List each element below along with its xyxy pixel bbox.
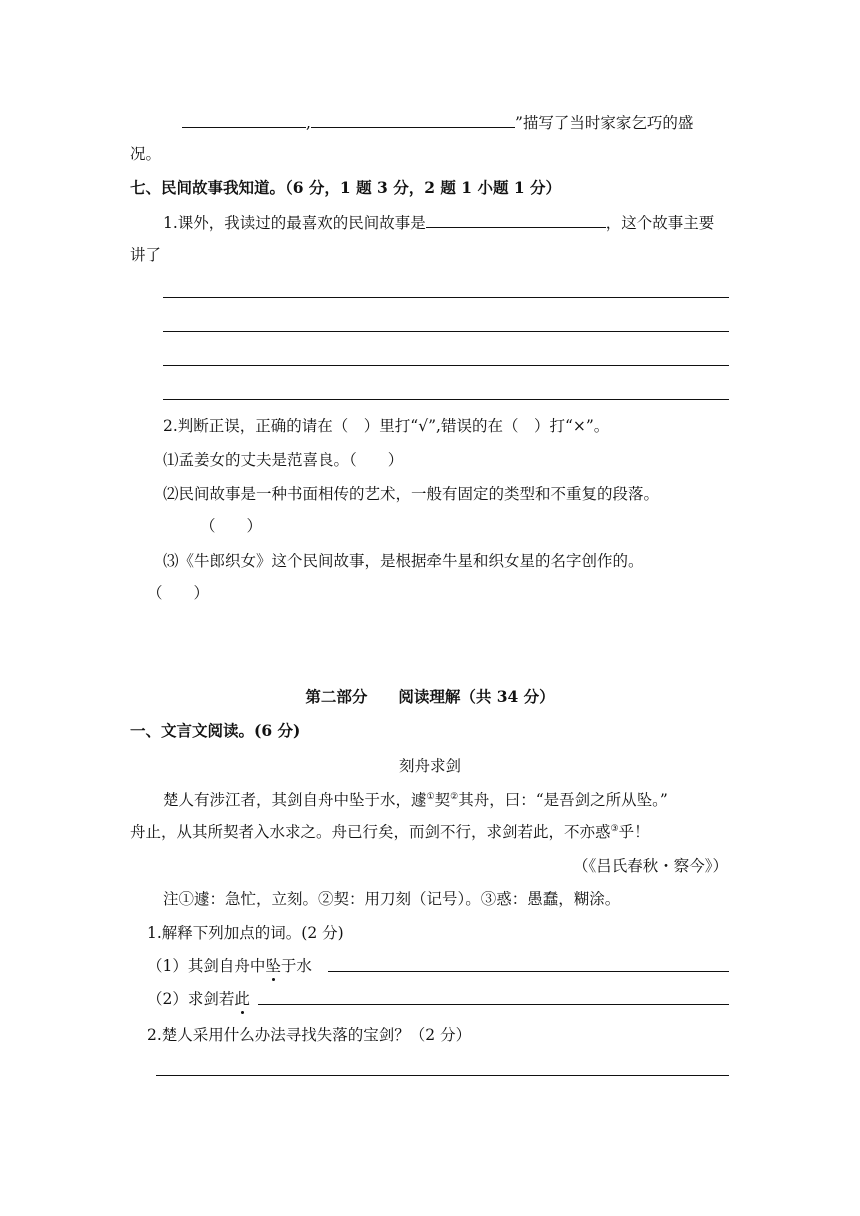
question-text: 于水	[280, 957, 312, 975]
question-1-2	[147, 989, 250, 1009]
judge-item-3: ⑶《牛郎织女》这个民间故事，是根据牵牛星和织女星的名字创作的。	[163, 552, 644, 570]
passage-line-2	[130, 822, 650, 842]
section-heading: 七、民间故事我知道。（6 分，1 题 3 分，2 题 1 小题 1 分）	[130, 178, 562, 197]
answer-blank[interactable]	[426, 212, 606, 228]
judge-item-2: ⑵民间故事是一种书面相传的艺术，一般有固定的类型和不重复的段落。	[163, 485, 660, 503]
question-text: （1）其剑自舟中	[147, 957, 266, 975]
comma: ,	[306, 114, 311, 132]
answer-blank[interactable]	[311, 112, 515, 128]
passage-text: 乎！	[618, 823, 650, 841]
section-heading: 一、文言文阅读。(6 分)	[130, 721, 301, 740]
answer-line[interactable]	[163, 365, 729, 366]
answer-line[interactable]	[163, 399, 729, 400]
question-1-line	[163, 212, 714, 233]
passage-text: 舟止，从其所契者入水求之。舟已行矣，而剑不行，求剑若此，不亦惑	[130, 823, 611, 841]
notes: 注①遽：急忙，立刻。②契：用刀刻（记号）。③惑：愚蠢，糊涂。	[163, 890, 621, 908]
dotted-word: 坠	[265, 957, 281, 975]
question-text: ，这个故事主要	[605, 214, 715, 232]
answer-line[interactable]	[258, 1004, 729, 1005]
answer-line[interactable]	[163, 331, 729, 332]
question-text: 讲了	[130, 246, 162, 264]
passage-line-1	[163, 790, 668, 810]
passage-text: 楚人有涉江者，其剑自舟中坠于水，遽	[163, 791, 427, 809]
question-1-1	[147, 956, 312, 976]
question-text: （2）求剑若	[147, 990, 235, 1008]
footnote-mark: ①	[426, 792, 435, 802]
question-text: 1.课外，我读过的最喜欢的民间故事是	[163, 214, 426, 232]
continuation-text: 况。	[130, 145, 162, 163]
passage-text: 契	[434, 791, 451, 809]
answer-line[interactable]	[156, 1075, 729, 1076]
footnote-mark: ②	[450, 792, 459, 802]
footnote-mark: ③	[610, 824, 619, 834]
passage-source: （《吕氏春秋・察今》）	[572, 857, 728, 875]
judge-item-2-bracket[interactable]: （ ）	[200, 517, 263, 535]
answer-line[interactable]	[163, 297, 729, 298]
judge-item-1: ⑴孟姜女的丈夫是范喜良。（ ）	[163, 451, 404, 469]
answer-blank[interactable]	[182, 112, 306, 128]
passage-text: 其舟，曰：“是吾剑之所从坠。”	[458, 791, 668, 809]
judge-item-3-bracket[interactable]: （ ）	[147, 584, 210, 602]
fill-line-qiqiao	[182, 112, 693, 133]
part-title: 第二部分 阅读理解（共 34 分）	[305, 687, 555, 706]
question-1: 1.解释下列加点的词。(2 分)	[147, 924, 344, 942]
question-2: 2.楚人采用什么办法寻找失落的宝剑？（2 分）	[147, 1026, 472, 1044]
question-2-intro: 2.判断正误，正确的请在（ ）里打“√”,错误的在（ ）打“×”。	[163, 417, 610, 435]
answer-line[interactable]	[328, 971, 729, 972]
line-text: ”描写了当时家家乞巧的盛	[514, 114, 694, 132]
passage-title: 刻舟求剑	[398, 757, 461, 775]
dotted-word: 此	[234, 990, 250, 1008]
